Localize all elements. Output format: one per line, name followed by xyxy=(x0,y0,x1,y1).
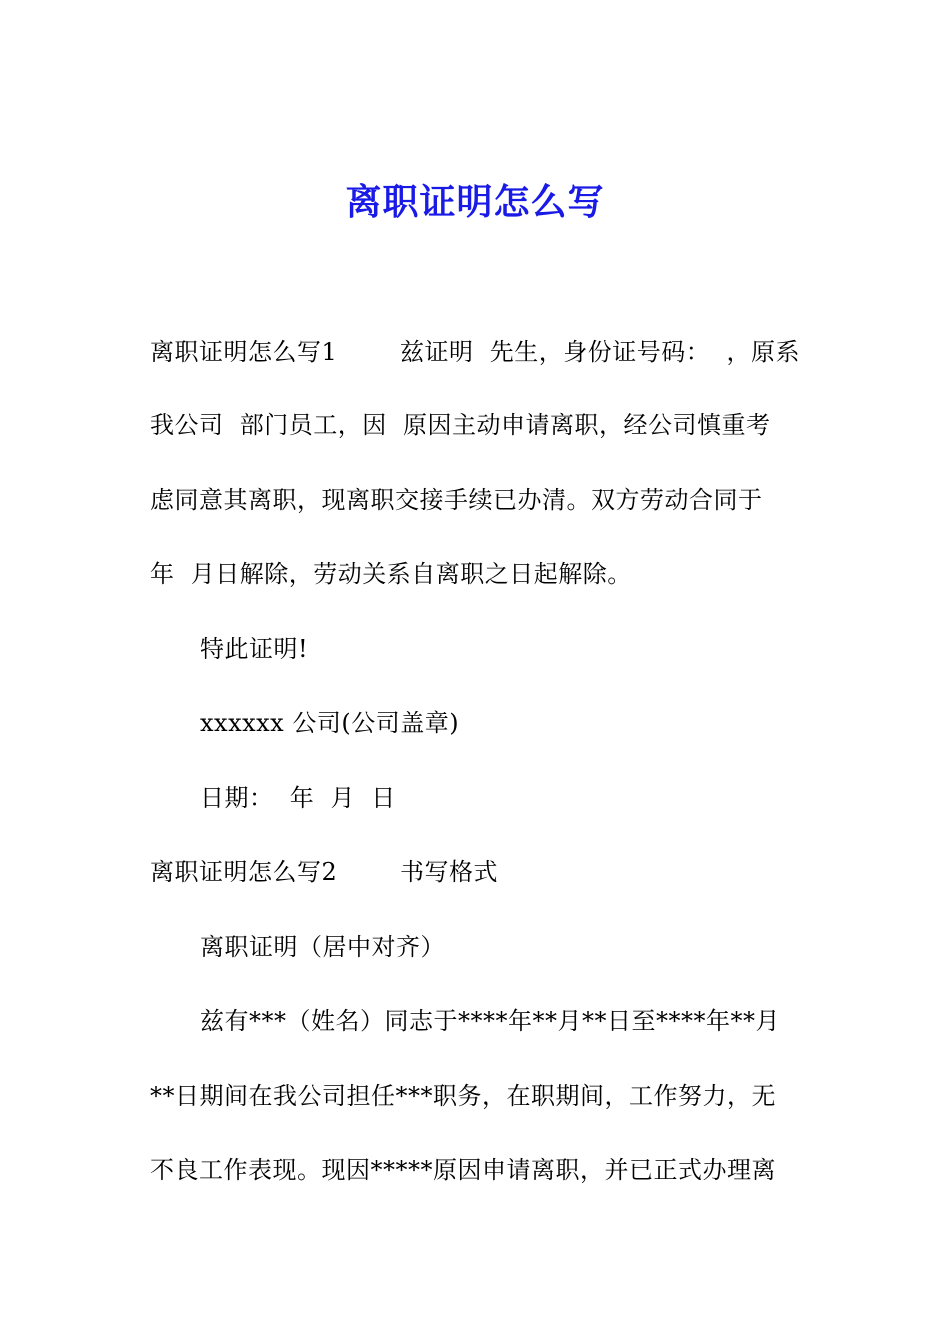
document-title: 离职证明怎么写 xyxy=(345,181,605,223)
section1-date: 日期： 年 月 日 xyxy=(200,784,396,812)
section2-subtitle: 离职证明（居中对齐） xyxy=(200,933,445,961)
section1-company: xxxxxx 公司(公司盖章) xyxy=(200,709,460,737)
section1-closing: 特此证明! xyxy=(200,635,309,663)
section1-first-line xyxy=(150,332,810,372)
section2-heading: 离职证明怎么写2 xyxy=(150,858,338,886)
section1-line1-body: 兹证明 先生，身份证号码： ，原系 xyxy=(400,338,801,366)
section1-line2: 我公司 部门员工，因 原因主动申请离职，经公司慎重考 xyxy=(150,411,771,439)
section2-line3: 不良工作表现。现因*****原因申请离职，并已正式办理离 xyxy=(150,1156,776,1184)
section2-heading-line xyxy=(150,852,498,892)
section1-line3: 虑同意其离职，现离职交接手续已办清。双方劳动合同于 xyxy=(150,486,763,514)
section2-line1: 兹有***（姓名）同志于****年**月**日至****年**月 xyxy=(200,1007,780,1035)
section1-heading: 离职证明怎么写1 xyxy=(150,338,338,366)
section1-line4: 年 月日解除，劳动关系自离职之日起解除。 xyxy=(150,560,632,588)
section2-line2: **日期间在我公司担任***职务，在职期间，工作努力，无 xyxy=(150,1082,776,1110)
section2-heading-body: 书写格式 xyxy=(400,858,498,886)
